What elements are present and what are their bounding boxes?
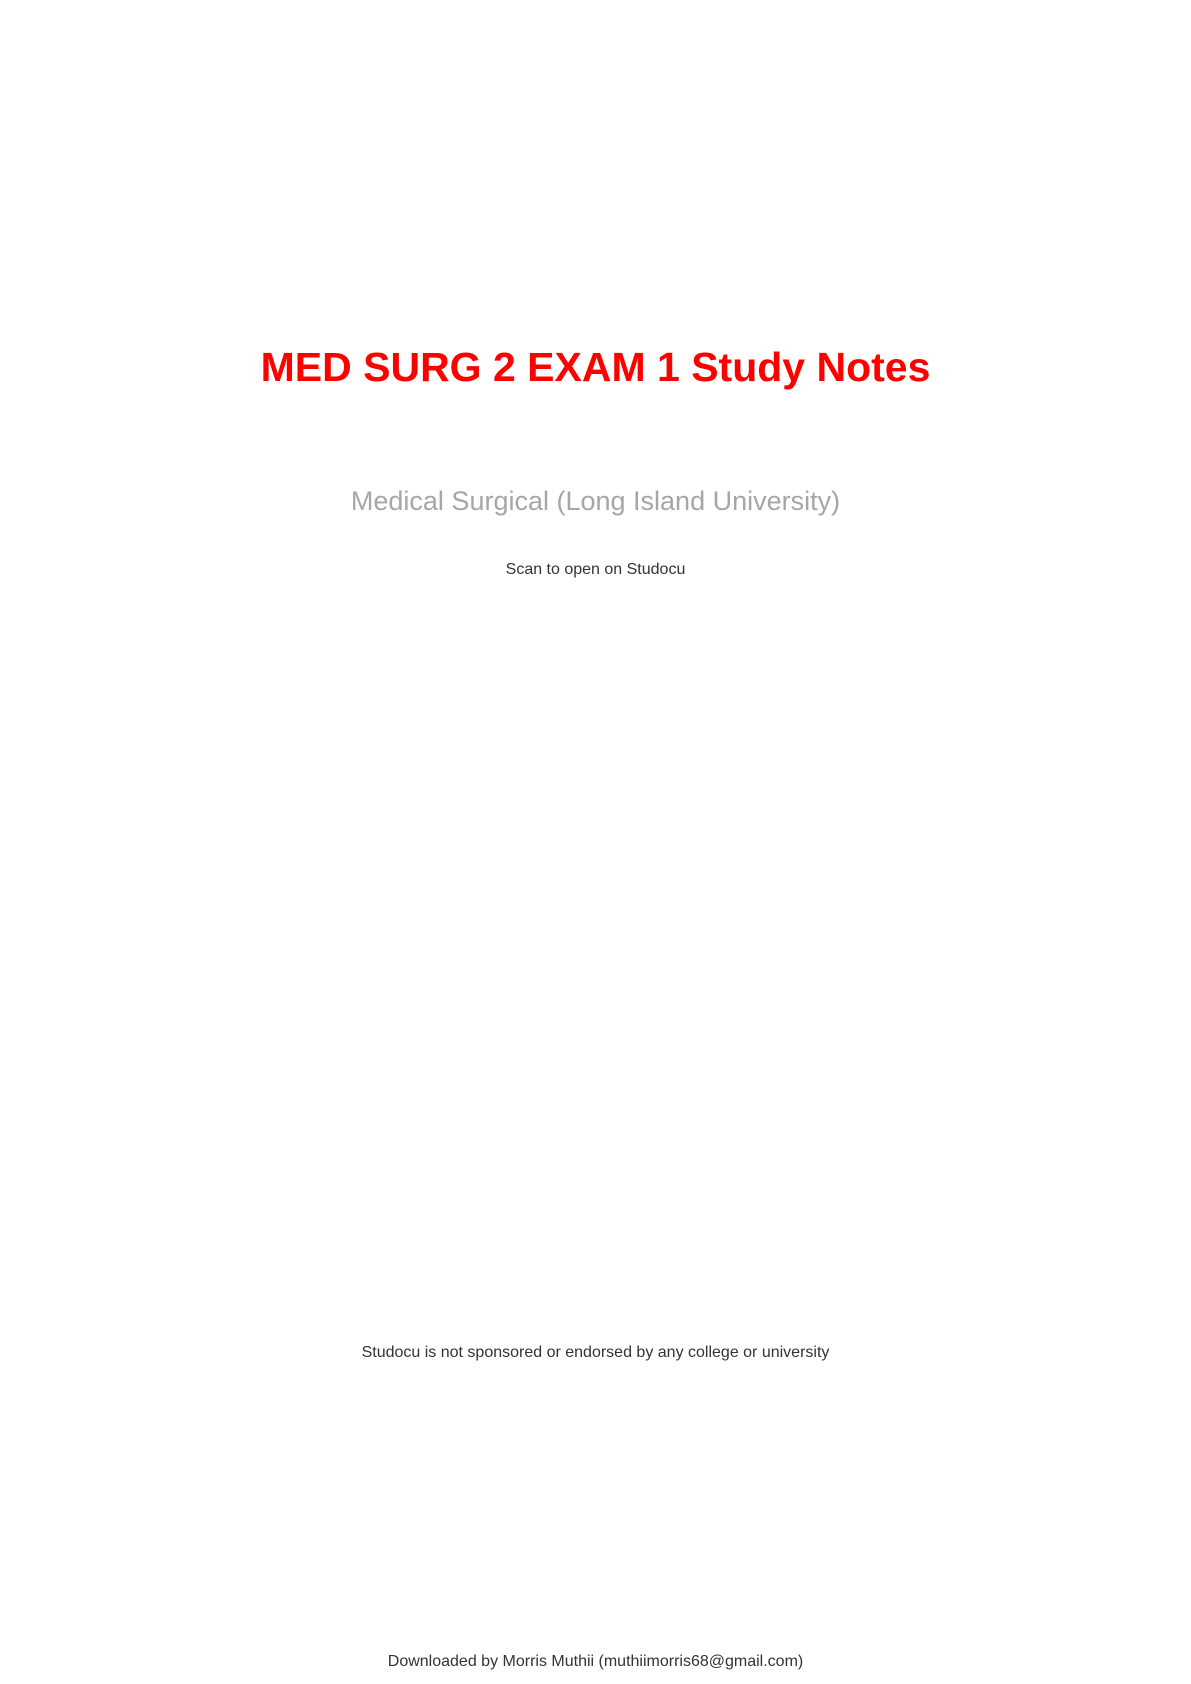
document-title: MED SURG 2 EXAM 1 Study Notes [260, 344, 931, 390]
disclaimer-text: Studocu is not sponsored or endorsed by any college or university [361, 1344, 830, 1361]
course-subtitle: Medical Surgical (Long Island University) [350, 486, 841, 516]
download-footer: Downloaded by Morris Muthii (muthiimorris68@gmail.com) [387, 1653, 804, 1670]
scan-to-open-link[interactable]: Scan to open on Studocu [505, 561, 686, 578]
